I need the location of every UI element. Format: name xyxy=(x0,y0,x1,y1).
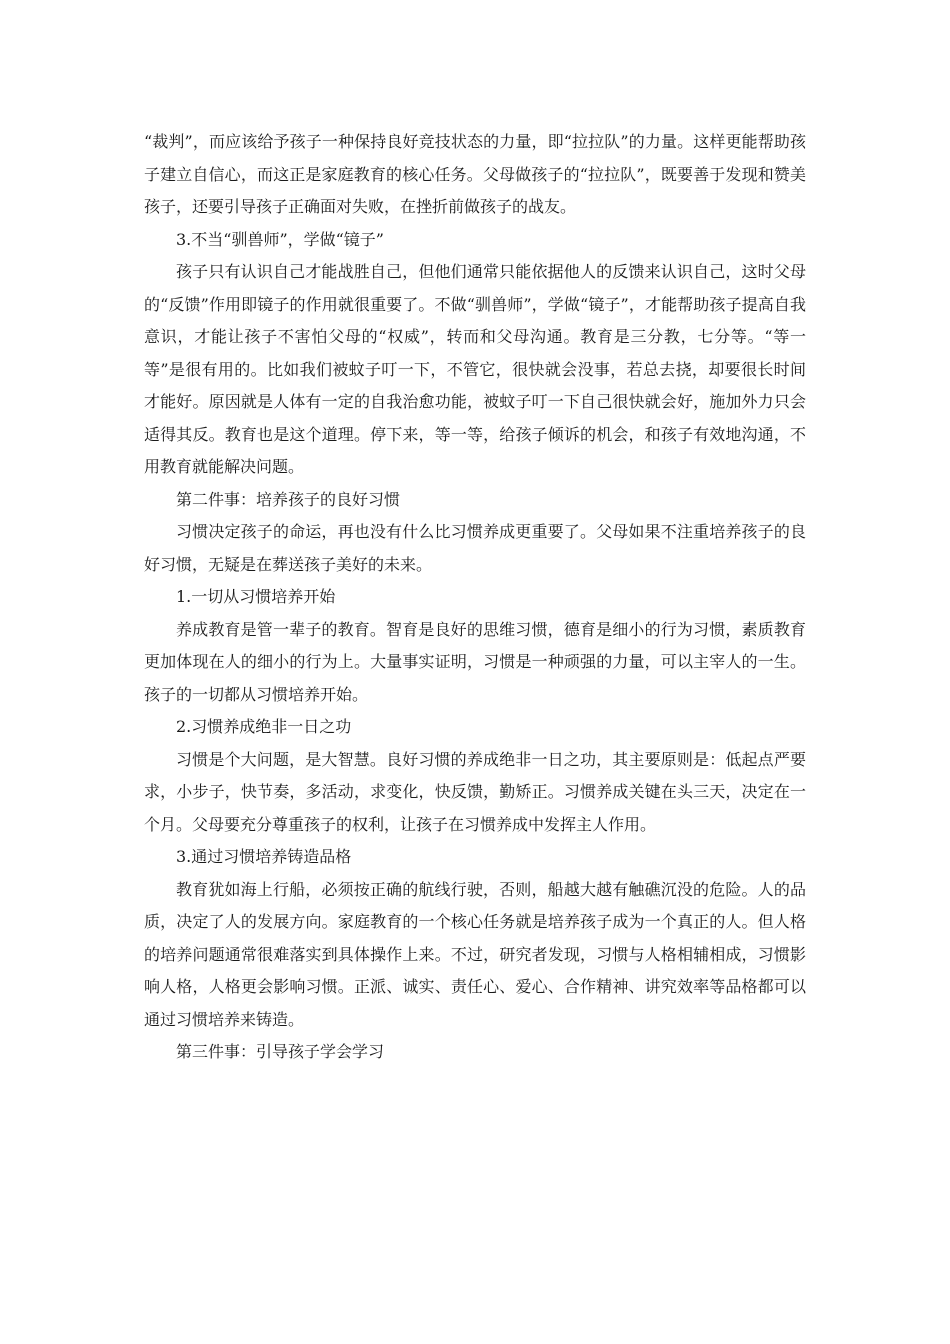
paragraph-habits-intro: 习惯决定孩子的命运，再也没有什么比习惯养成更重要了。父母如果不注重培养孩子的良好习惯，无疑是在葬送孩子美好的未来。 xyxy=(144,522,806,574)
paragraph-cheerleader-continuation: “裁判”，而应该给予孩子一种保持良好竞技状态的力量，即“拉拉队”的力量。这样更能帮助孩子建立自信心，而这正是家庭教育的核心任务。父母做孩子的“拉拉队”，既要善于发现和赞美孩子，还要引导孩子正确面对失败，在挫折前做孩子的战友。 xyxy=(144,132,806,216)
heading-third-thing: 第三件事：引导孩子学会学习 xyxy=(176,1042,385,1061)
subheading-mirror: 3.不当“驯兽师”，学做“镜子” xyxy=(176,229,384,249)
paragraph-mirror: 孩子只有认识自己才能战胜自己，但他们通常只能依据他人的反馈来认识自己，这时父母的“反馈”作用即镜子的作用就很重要了。不做“驯兽师”，学做“镜子”，才能帮助孩子提高自我意识，才能让孩子不害怕父母的“权威”，转而和父母沟通。教育是三分教，七分等。“等一等”是很有用的。比如我们被蚊子叮一下，不管它，很快就会没事，若总去挠，却要很长时间才能好。原因就是人体有一定的自我治愈功能，被蚊子叮一下自己很快就会好，施加外力只会适得其反。教育也是这个道理。停下来，等一等，给孩子倾诉的机会，和孩子有效地沟通，不用教育就能解决问题。 xyxy=(144,262,806,476)
subheading-character: 3.通过习惯培养铸造品格 xyxy=(176,847,352,866)
subheading-habit-start: 1.一切从习惯培养开始 xyxy=(176,587,336,606)
document-body xyxy=(144,126,806,1069)
paragraph-habit-formation: 习惯是个大问题，是大智慧。良好习惯的养成绝非一日之功，其主要原则是：低起点严要求，小步子，快节奏，多活动，求变化，快反馈，勤矫正。习惯养成关键在头三天，决定在一个月。父母要充分尊重孩子的权利，让孩子在习惯养成中发挥主人作用。 xyxy=(144,749,806,834)
heading-second-thing: 第二件事：培养孩子的良好习惯 xyxy=(176,489,401,509)
paragraph-habit-start: 养成教育是管一辈子的教育。智育是良好的思维习惯，德育是细小的行为习惯，素质教育更加体现在人的细小的行为上。大量事实证明，习惯是一种顽强的力量，可以主宰人的一生。孩子的一切都从习惯培养开始。 xyxy=(144,619,806,704)
subheading-habit-formation: 2.习惯养成绝非一日之功 xyxy=(176,717,352,736)
paragraph-character: 教育犹如海上行船，必须按正确的航线行驶，否则，船越大越有触礁沉没的危险。人的品质，决定了人的发展方向。家庭教育的一个核心任务就是培养孩子成为一个真正的人。但人格的培养问题通常很难落实到具体操作上来。不过，研究者发现，习惯与人格相辅相成，习惯影响人格，人格更会影响习惯。正派、诚实、责任心、爱心、合作精神、讲究效率等品格都可以通过习惯培养来铸造。 xyxy=(144,879,806,1029)
